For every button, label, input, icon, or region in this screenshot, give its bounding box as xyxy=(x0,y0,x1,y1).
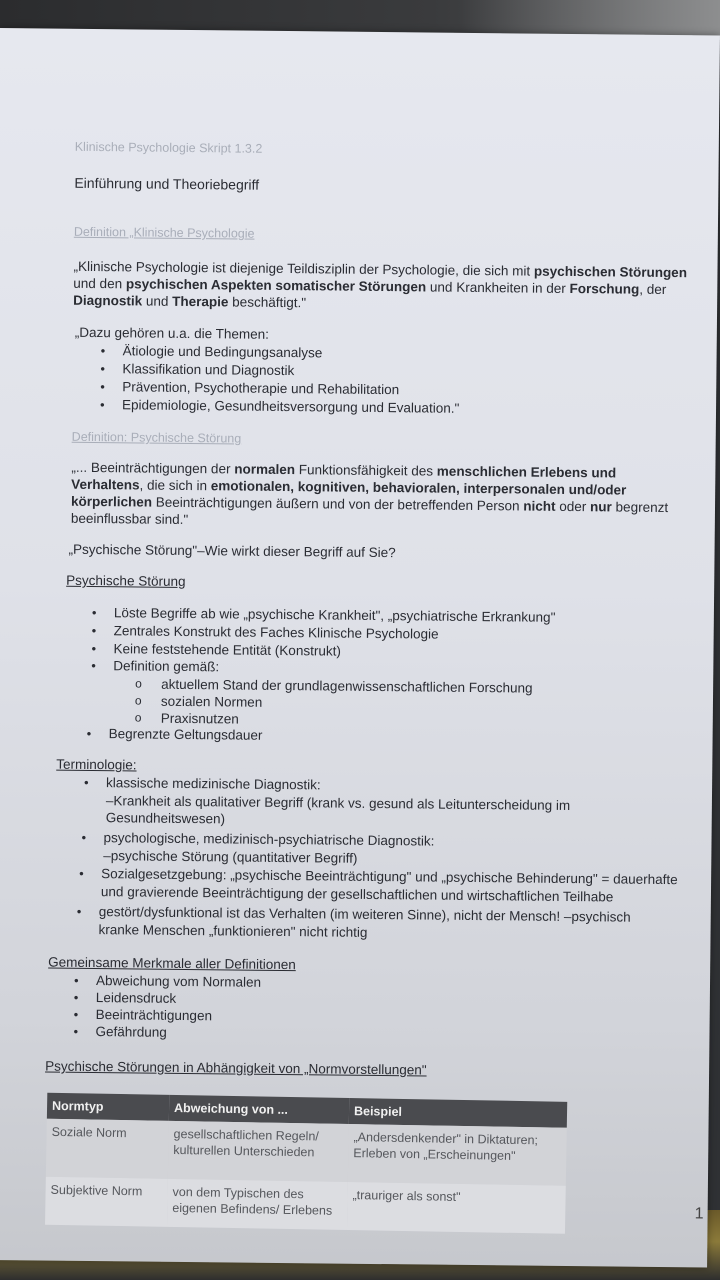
list-item-continuation: Gesundheitswesen) xyxy=(105,810,226,827)
table-header: Abweichung von ... xyxy=(169,1095,349,1124)
definition-paragraph: „Klinische Psychologie ist diejenige Teildisziplin der Psychologie, die sich mit psychischen Störungen und den psychischen Aspekten somatischer Störungen und Krankheiten in der Forschung, der Diagnostik und Therapie beschäftigt." xyxy=(73,258,688,311)
list-item-continuation: kranke Menschen „funktionieren" nicht richtig xyxy=(98,922,368,940)
table-header: Beispiel xyxy=(349,1098,567,1128)
section-title: Einführung und Theoriebegriff xyxy=(74,174,260,193)
list-item: • gestört/dysfunktional ist das Verhalten (im weiteren Sinne), nicht der Mensch! –psychisch xyxy=(99,903,631,926)
definition-paragraph-2: „... Beeinträchtigungen der normalen Funktionsfähigkeit des menschlichen Erlebens und Verhaltens, die sich in emotionalen, kognitiven, behavioralen, interpersonalen und/oder körperlichen Beeinträchtigungen äußern und von der betreffenden Person nicht oder nur begrenzt beeinflussbar sind." xyxy=(70,459,669,527)
list-item: • Ätiologie und Bedingungsanalyse xyxy=(123,342,323,361)
list-item: • klassische medizinische Diagnostik: xyxy=(106,774,321,793)
table-cell: Soziale Norm xyxy=(46,1119,169,1179)
document-page xyxy=(0,28,720,1267)
list-item: • psychologische, medizinisch-psychiatrische Diagnostik: xyxy=(103,829,434,849)
table-cell: von dem Typischen des eigenen Befindens/ Erlebens xyxy=(167,1179,348,1230)
list-item: • Gefährdung xyxy=(95,1023,166,1041)
document-header: Klinische Psychologie Skript 1.3.2 xyxy=(74,139,263,156)
norm-table xyxy=(45,1093,567,1234)
list-item: • Beeinträchtigungen xyxy=(96,1006,213,1024)
list-item: • Begrenzte Geltungsdauer xyxy=(109,725,263,744)
common-features-title: Gemeinsame Merkmale aller Definitionen xyxy=(48,954,296,973)
sub-list-item: o Praxisnutzen xyxy=(161,710,239,728)
list-item: • Abweichung vom Normalen xyxy=(96,972,261,991)
page-number: 1 xyxy=(694,1205,704,1223)
table-cell: gesellschaftlichen Regeln/ kulturellen Unterschieden xyxy=(168,1121,349,1182)
table-cell: „trauriger als sonst" xyxy=(347,1182,566,1234)
list-item: • Epidemiologie, Gesundheitsversorgung und Evaluation." xyxy=(122,396,459,417)
list-item: • Löste Begriffe ab wie „psychische Krankheit", „psychiatrische Erkrankung" xyxy=(114,604,556,626)
list-item: • Keine feststehende Entität (Konstrukt) xyxy=(113,640,341,659)
terminology-title: Terminologie: xyxy=(56,756,137,773)
list-item: • Prävention, Psychotherapie und Rehabilitation xyxy=(122,378,399,398)
psychische-stoerung-title: Psychische Störung xyxy=(66,572,186,589)
list-item: • Leidensdruck xyxy=(96,989,176,1007)
table-row xyxy=(46,1119,567,1186)
sub-list-item: o aktuellem Stand der grundlagenwissenschaftlichen Forschung xyxy=(161,676,533,697)
list-item-continuation: –psychische Störung (quantitativer Begriff) xyxy=(103,848,358,866)
list-item-continuation: und gravierende Beeinträchtigung der gesellschaftlichen und wirtschaftlichen Teilhabe xyxy=(100,884,614,905)
table-cell: Subjektive Norm xyxy=(45,1177,168,1227)
sub-list-item: o sozialen Normen xyxy=(161,693,262,711)
table-title: Psychische Störungen in Abhängigkeit von „Normvorstellungen" xyxy=(45,1058,427,1078)
themes-intro: „Dazu gehören u.a. die Themen: xyxy=(74,324,270,342)
question-text: „Psychische Störung"–Wie wirkt dieser Begriff auf Sie? xyxy=(68,541,396,561)
list-item-continuation: –Krankheit als qualitativer Begriff (krank vs. gesund als Leitunterscheidung im xyxy=(105,793,571,814)
table-cell: „Andersdenkender" in Diktaturen; Erleben von „Erscheinungen" xyxy=(348,1124,567,1186)
paper-sheet xyxy=(0,28,720,1267)
definition-title-2: Definition: Psychische Störung xyxy=(71,429,242,446)
list-item: • Zentrales Konstrukt des Faches Klinische Psychologie xyxy=(114,622,439,642)
table-row xyxy=(45,1177,566,1234)
table-header: Normtyp xyxy=(47,1093,169,1121)
list-item: • Klassifikation und Diagnostik xyxy=(122,360,294,379)
definition-title: Definition „Klinische Psychologie xyxy=(73,224,255,241)
list-item: • Sozialgesetzgebung: „psychische Beeinträchtigung" und „psychische Behinderung" = dauerhafte xyxy=(101,865,678,888)
list-item: • Definition gemäß: xyxy=(113,657,219,675)
